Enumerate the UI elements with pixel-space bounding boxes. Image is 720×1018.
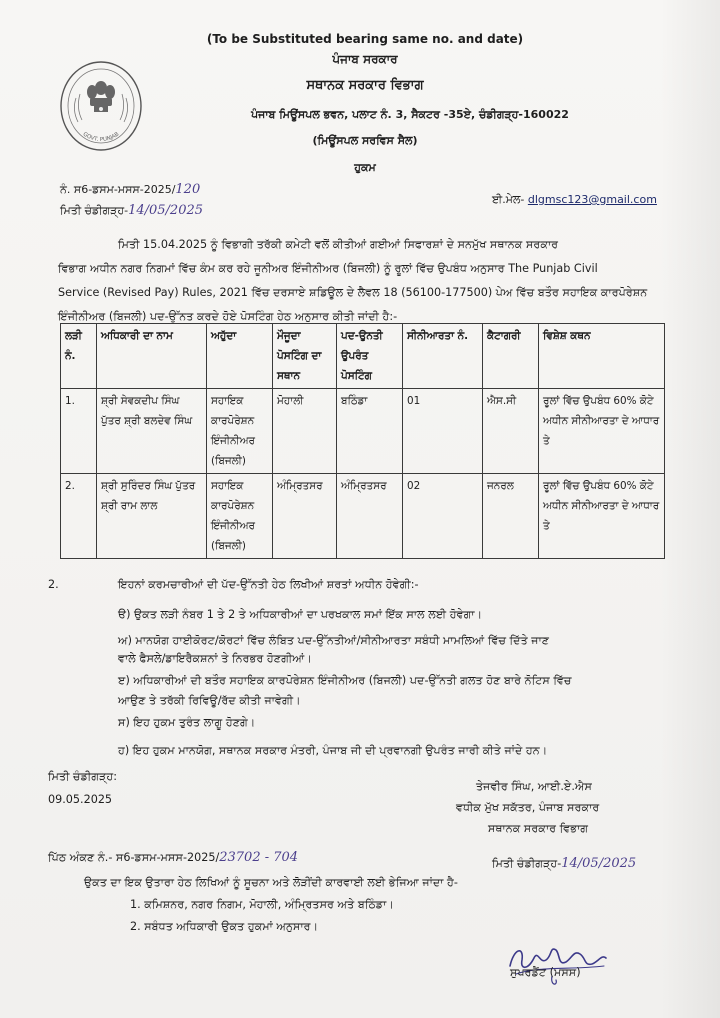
email-line [492, 193, 657, 207]
endorsement-date-line [492, 856, 636, 871]
cell-officer-name: ਸ਼੍ਰੀ ਸੇਵਕਦੀਪ ਸਿੰਘ ਪੁੱਤਰ ਸ਼੍ਰੀ ਬਲਦੇਵ ਸਿੰਘ [97, 389, 207, 474]
header-designation: ਅਹੁੱਦਾ [207, 324, 273, 389]
reference-date-handwritten: 14/05/2025 [128, 203, 204, 218]
cell-serial: 2. [61, 474, 97, 559]
cell-seniority: 02 [403, 474, 483, 559]
cell-officer-name: ਸ਼੍ਰੀ ਸੁਰਿੰਦਰ ਸਿੰਘ ਪੁੱਤਰ ਸ਼੍ਰੀ ਰਾਮ ਲਾਲ [97, 474, 207, 559]
cell-name: (ਮਿਊਂਸਪਲ ਸਰਵਿਸ ਸੈਲ) [312, 134, 418, 147]
cell-remarks: ਰੂਲਾਂ ਵਿੱਚ ਉਪਬੰਧ 60% ਕੋਟੇ ਅਧੀਨ ਸੀਨੀਆਰਤਾ ਦੇ ਆਧਾਰ ਤੇ [539, 389, 665, 474]
condition-c-line-2: ਆਉਣ ਤੇ ਤਰੱਕੀ ਰਿਵਿਊ/ਰੱਦ ਕੀਤੀ ਜਾਵੇਗੀ। [118, 694, 301, 707]
svg-text:GOVT. PUNJAB [82, 131, 121, 143]
condition-b-line-2: ਵਾਲੇ ਫੈਸਲੇ/ਡਾਇਰੈਕਸ਼ਨਾਂ ਤੇ ਨਿਰਭਰ ਹੋਣਗੀਆਂ। [118, 652, 312, 665]
condition-a: ੳ) ਉਕਤ ਲੜੀ ਨੰਬਰ 1 ਤੇ 2 ਤੇ ਅਧਿਕਾਰੀਆਂ ਦਾ ਪਰਖਕਾਲ ਸਮਾਂ ਇੱਕ ਸਾਲ ਲਈ ਹੋਵੇਗਾ। [118, 608, 483, 621]
order-heading: ਹੁਕਮ [354, 161, 376, 174]
office-address: ਪੰਜਾਬ ਮਿਊਂਸਪਲ ਭਵਨ, ਪਲਾਟ ਨੰ. 3, ਸੈਕਟਰ -35ਏ, ਚੰਡੀਗੜ੍ਹ-160022 [251, 108, 569, 121]
seal-caption: GOVT. PUNJAB [81, 131, 121, 144]
cell-designation: ਸਹਾਇਕ ਕਾਰਪੋਰੇਸ਼ਨ ਇੰਜੀਨੀਅਰ (ਬਿਜਲੀ) [207, 389, 273, 474]
intro-line-2: ਵਿਭਾਗ ਅਧੀਨ ਨਗਰ ਨਿਗਮਾਂ ਵਿੱਚ ਕੰਮ ਕਰ ਰਹੇ ਜੂਨੀਅਰ ਇੰਜੀਨੀਅਰ (ਬਿਜਲੀ) ਨੂੰ ਰੂਲਾਂ ਵਿੱਚ ਉਪਬੰਧ ਅਨੁਸਾਰ The Punjab Civil [58, 262, 598, 275]
reference-date-line [60, 203, 203, 218]
condition-d: ਸ) ਇਹ ਹੁਕਮ ਤੁਰੰਤ ਲਾਗੂ ਹੋਣਗੇ। [118, 716, 256, 729]
signatory-department: ਸਥਾਨਕ ਸਰਕਾਰ ਵਿਭਾਗ [488, 822, 589, 835]
endorsement-date-handwritten: 14/05/2025 [561, 856, 637, 871]
condition-e: ਹ) ਇਹ ਹੁਕਮ ਮਾਨਯੋਗ, ਸਥਾਨਕ ਸਰਕਾਰ ਮੰਤਰੀ, ਪੰਜਾਬ ਜੀ ਦੀ ਪ੍ਰਵਾਨਗੀ ਉਪਰੰਤ ਜਾਰੀ ਕੀਤੇ ਜਾਂਦੇ ਹਨ। [118, 744, 548, 757]
conditions-number: 2. [48, 578, 59, 591]
substitution-note: (To be Substituted bearing same no. and date) [206, 32, 524, 46]
punjab-emblem-icon [58, 58, 144, 154]
government-seal [58, 58, 144, 154]
endorsement-item-2: 2. ਸਬੰਧਤ ਅਧਿਕਾਰੀ ਉਕਤ ਹੁਕਮਾਂ ਅਨੁਸਾਰ। [130, 920, 319, 933]
endorsement-number-handwritten: 23702 - 704 [219, 850, 299, 865]
intro-line-1: ਮਿਤੀ 15.04.2025 ਨੂੰ ਵਿਭਾਗੀ ਤਰੱਕੀ ਕਮੇਟੀ ਵਲੋਂ ਕੀਤੀਆਂ ਗਈਆਂ ਸਿਫਾਰਸ਼ਾਂ ਦੇ ਸਨਮੁੱਖ ਸਥਾਨਕ ਸਰਕਾਰ [118, 238, 559, 251]
page-edge-shadow [660, 0, 720, 1018]
header-remarks: ਵਿਸ਼ੇਸ਼ ਕਥਨ [539, 324, 665, 389]
endorsement-item-1: 1. ਕਮਿਸ਼ਨਰ, ਨਗਰ ਨਿਗਮ, ਮੋਹਾਲੀ, ਅੰਮ੍ਰਿਤਸਰ ਅਤੇ ਬਠਿੰਡਾ। [130, 898, 394, 911]
reference-number-handwritten: 120 [175, 182, 201, 197]
condition-b-line-1: ਅ) ਮਾਨਯੋਗ ਹਾਈਕੋਰਟ/ਕੋਰਟਾਂ ਵਿੱਚ ਲੰਬਿਤ ਪਦ-ਉੱਨਤੀਆਂ/ਸੀਨੀਆਰਤਾ ਸਬੰਧੀ ਮਾਮਲਿਆਂ ਵਿੱਚ ਦਿੱਤੇ ਜਾਣ [118, 634, 550, 647]
header-post-promotion: ਪਦ-ਉਨਤੀ ਉਪਰੰਤ ਪੋਸਟਿੰਗ [337, 324, 403, 389]
cell-remarks: ਰੂਲਾਂ ਵਿੱਚ ਉਪਬੰਧ 60% ਕੋਟੇ ਅਧੀਨ ਸੀਨੀਆਰਤਾ ਦੇ ਆਧਾਰ ਤੇ [539, 474, 665, 559]
conditions-intro: ਇਹਨਾਂ ਕਰਮਚਾਰੀਆਂ ਦੀ ਪੱਦ-ਉੱਨਤੀ ਹੇਠ ਲਿਖੀਆਂ ਸ਼ਰਤਾਂ ਅਧੀਨ ਹੋਵੇਗੀ:- [118, 578, 419, 591]
superintendent-designation: ਸੁਪਰਡੈਂਟ (ਮਸਸ) [510, 966, 581, 979]
email-label: ਈ.ਮੇਲ- [492, 193, 525, 206]
cell-serial: 1. [61, 389, 97, 474]
department-name: ਸਥਾਨਕ ਸਰਕਾਰ ਵਿਭਾਗ [306, 78, 424, 93]
header-category: ਕੈਟਾਗਰੀ [483, 324, 539, 389]
signature-place: ਮਿਤੀ ਚੰਡੀਗੜ੍ਹ: [48, 770, 117, 783]
reference-date-label: ਮਿਤੀ ਚੰਡੀਗੜ੍ਹ- [60, 204, 129, 217]
email-link[interactable]: dlgmsc123@gmail.com [527, 193, 657, 206]
endorsement-date-label: ਮਿਤੀ ਚੰਡੀਗੜ੍ਹ- [492, 857, 562, 870]
reference-number-line [60, 182, 200, 197]
government-name: ਪੰਜਾਬ ਸਰਕਾਰ [332, 52, 398, 66]
header-current-posting: ਮੌਜੂਦਾ ਪੋਸਟਿੰਗ ਦਾ ਸਥਾਨ [273, 324, 337, 389]
endorsement-number-label: ਪਿੱਠ ਅੰਕਣ ਨੰ.- ਸ6-ਡਸਮ-ਮਸਸ-2025/ [48, 851, 220, 864]
signature-date: 09.05.2025 [48, 793, 113, 806]
endorsement-intro: ਉਕਤ ਦਾ ਇਕ ਉਤਾਰਾ ਹੇਠ ਲਿਖਿਆਂ ਨੂੰ ਸੂਚਨਾ ਅਤੇ ਲੋੜੀਂਦੀ ਕਾਰਵਾਈ ਲਈ ਭੇਜਿਆ ਜਾਂਦਾ ਹੈ- [84, 876, 458, 889]
signatory-name: ਤੇਜਵੀਰ ਸਿੰਘ, ਆਈ.ਏ.ਐਸ [476, 780, 592, 793]
endorsement-number-line [48, 850, 298, 865]
cell-seniority: 01 [403, 389, 483, 474]
signatory-designation: ਵਧੀਕ ਮੁੱਖ ਸਕੱਤਰ, ਪੰਜਾਬ ਸਰਕਾਰ [456, 801, 600, 814]
cell-designation: ਸਹਾਇਕ ਕਾਰਪੋਰੇਸ਼ਨ ਇੰਜੀਨੀਅਰ (ਬਿਜਲੀ) [207, 474, 273, 559]
cell-current-posting: ਮੋਹਾਲੀ [273, 389, 337, 474]
intro-line-3: Service (Revised Pay) Rules, 2021 ਵਿੱਚ ਦਰਸਾਏ ਸ਼ਡਿਊਲ ਦੇ ਲੈਵਲ 18 (56100-177500) ਪੇਅ ਵਿੱਚ ਬਤੌਰ ਸਹਾਇਕ ਕਾਰਪੋਰੇਸ਼ਨ [58, 286, 648, 299]
cell-category: ਜਨਰਲ [483, 474, 539, 559]
cell-category: ਐਸ.ਸੀ [483, 389, 539, 474]
table-row [61, 389, 665, 474]
cell-post-promotion: ਬਠਿੰਡਾ [337, 389, 403, 474]
condition-c-line-1: ੲ) ਅਧਿਕਾਰੀਆਂ ਦੀ ਬਤੌਰ ਸਹਾਇਕ ਕਾਰਪੋਰੇਸ਼ਨ ਇੰਜੀਨੀਅਰ (ਬਿਜਲੀ) ਪਦ-ਉੱਨਤੀ ਗਲਤ ਹੋਣ ਬਾਰੇ ਨੋਟਿਸ ਵਿੱਚ [118, 674, 572, 687]
cell-current-posting: ਅੰਮ੍ਰਿਤਸਰ [273, 474, 337, 559]
cell-post-promotion: ਅੰਮ੍ਰਿਤਸਰ [337, 474, 403, 559]
header-officer-name: ਅਧਿਕਾਰੀ ਦਾ ਨਾਮ [97, 324, 207, 389]
intro-line-4: ਇੰਜੀਨੀਅਰ (ਬਿਜਲੀ) ਪਦ-ਉੱਨਤ ਕਰਦੇ ਹੋਏ ਪੋਸਟਿੰਗ ਹੇਠ ਅਨੁਸਾਰ ਕੀਤੀ ਜਾਂਦੀ ਹੈ:- [58, 310, 398, 323]
reference-number-label: ਨੰ. ਸ6-ਡਸਮ-ਮਸਸ-2025/ [60, 183, 176, 196]
promotion-table [60, 323, 665, 559]
table-row [61, 474, 665, 559]
header-serial: ਲੜੀ ਨੰ. [61, 324, 97, 389]
header-seniority: ਸੀਨੀਆਰਤਾ ਨੰ. [403, 324, 483, 389]
table-header-row [61, 324, 665, 389]
